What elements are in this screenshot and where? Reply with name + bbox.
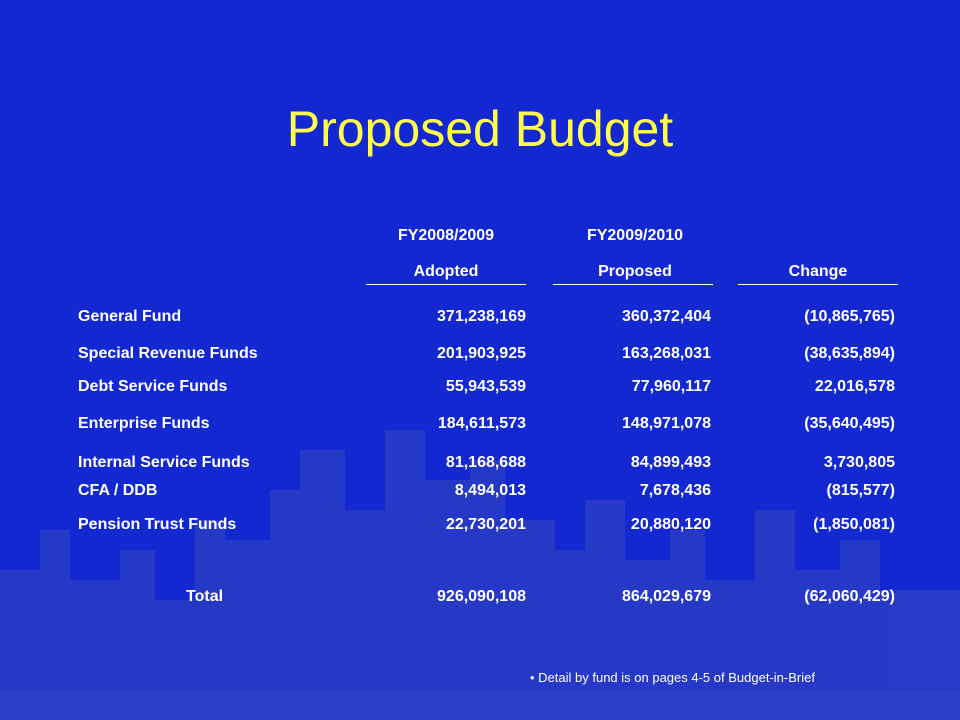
header-underline-change [738,284,898,285]
row-change: (35,640,495) [804,415,895,432]
row-adopted: 201,903,925 [437,345,526,362]
row-adopted: 8,494,013 [454,482,526,499]
row-label: CFA / DDB [78,482,158,499]
year-header-fy2009: FY2009/2010 [586,227,684,244]
row-change: 3,730,805 [823,454,895,471]
slide-title: Proposed Budget [286,101,674,157]
row-change: (815,577) [826,482,895,499]
city-skyline-background [0,400,960,720]
row-label: Debt Service Funds [78,378,228,395]
row-proposed: 148,971,078 [622,415,711,432]
row-proposed: 163,268,031 [622,345,711,362]
total-proposed: 864,029,679 [622,588,711,605]
row-label: Enterprise Funds [78,415,210,432]
row-adopted: 55,943,539 [445,378,526,395]
row-change: (10,865,765) [804,308,895,325]
row-label: Internal Service Funds [78,454,250,471]
row-label: Special Revenue Funds [78,345,258,362]
header-underline-proposed [553,284,713,285]
header-underline-adopted [366,284,526,285]
row-change: 22,016,578 [814,378,895,395]
col-header-adopted: Adopted [413,263,479,280]
row-change: (38,635,894) [804,345,895,362]
row-proposed: 360,372,404 [622,308,711,325]
total-label: Total [186,588,224,605]
row-proposed: 84,899,493 [630,454,711,471]
row-adopted: 184,611,573 [437,415,526,432]
row-proposed: 7,678,436 [639,482,711,499]
total-change: (62,060,429) [804,588,895,605]
year-header-fy2008: FY2008/2009 [397,227,495,244]
row-adopted: 81,168,688 [445,454,526,471]
row-label: General Fund [78,308,182,325]
row-adopted: 22,730,201 [445,516,526,533]
total-adopted: 926,090,108 [437,588,526,605]
col-header-proposed: Proposed [598,263,672,280]
row-change: (1,850,081) [813,516,895,533]
row-proposed: 20,880,120 [630,516,711,533]
col-header-change: Change [788,263,848,280]
row-label: Pension Trust Funds [78,516,237,533]
row-adopted: 371,238,169 [437,308,526,325]
row-proposed: 77,960,117 [631,378,711,395]
footnote: • Detail by fund is on pages 4-5 of Budget-in-Brief [530,670,815,685]
